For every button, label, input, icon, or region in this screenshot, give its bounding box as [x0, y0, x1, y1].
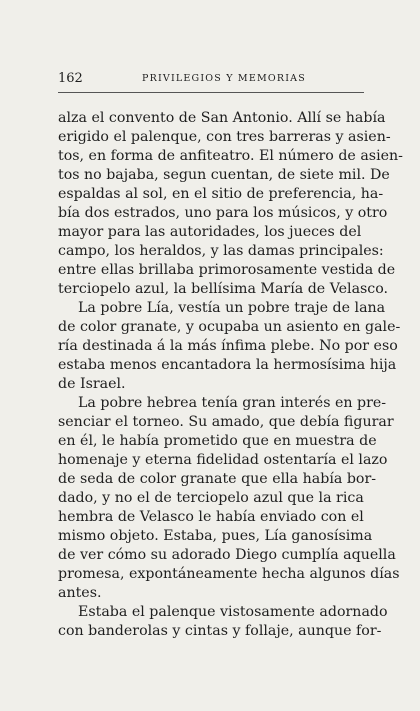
text-line: mayor para las autoridades, los jueces del: [58, 224, 362, 240]
text-line: terciopelo azul, la bellísima María de Velasco.: [58, 281, 389, 297]
text-line: de Israel.: [58, 376, 126, 392]
text-line: en él, le había prometido que en muestra de: [58, 433, 377, 449]
text-line: bía dos estrados, uno para los músicos, y otro: [58, 205, 388, 221]
body-text: [58, 109, 403, 641]
text-line: de ver cómo su adorado Diego cumplía aquella: [58, 547, 396, 563]
text-line: erigido el palenque, con tres barreras y asien-: [58, 129, 391, 145]
paragraph: [58, 603, 388, 641]
paragraph: [58, 299, 401, 394]
text-line: antes.: [58, 585, 102, 601]
text-line: estaba menos encantadora la hermosísima hija: [58, 357, 397, 373]
text-line: hembra de Velasco le había enviado con el: [58, 509, 364, 525]
running-head: PRIVILEGIOS Y MEMORIAS: [142, 73, 306, 84]
text-line: tos, en forma de anfiteatro. El número de asien-: [58, 148, 403, 164]
text-line: mismo objeto. Estaba, pues, Lía ganosísima: [58, 528, 373, 544]
text-line: campo, los heraldos, y las damas principales:: [58, 243, 384, 259]
text-line: tos no bajaba, segun cuentan, de siete mil. De: [58, 167, 390, 183]
text-line: espaldas al sol, en el sitio de preferencia, ha-: [58, 186, 384, 202]
paragraph: [58, 394, 400, 603]
text-line: La pobre Lía, vestía un pobre traje de lana: [78, 300, 386, 316]
text-line: ría destinada á la más ínfima plebe. No por eso: [58, 338, 398, 354]
text-line: La pobre hebrea tenía gran interés en pre-: [78, 395, 387, 411]
text-line: Estaba el palenque vistosamente adornado: [78, 604, 388, 620]
text-line: senciar el torneo. Su amado, que debía figurar: [58, 414, 394, 430]
paragraph: [58, 109, 403, 299]
page-number: 162: [58, 71, 83, 86]
text-line: homenaje y eterna fidelidad ostentaría el lazo: [58, 452, 388, 468]
text-line: promesa, expontáneamente hecha algunos días: [58, 566, 400, 582]
text-line: entre ellas brillaba primorosamente vestida de: [58, 262, 396, 278]
text-line: dado, y no el de terciopelo azul que la rica: [58, 490, 364, 506]
page-header: [58, 71, 364, 87]
text-line: de color granate, y ocupaba un asiento en gale-: [58, 319, 401, 335]
text-line: alza el convento de San Antonio. Allí se había: [58, 110, 386, 126]
text-line: con banderolas y cintas y follaje, aunque for-: [58, 623, 382, 639]
header-rule: [58, 92, 364, 93]
text-line: de seda de color granate que ella había bor-: [58, 471, 377, 487]
